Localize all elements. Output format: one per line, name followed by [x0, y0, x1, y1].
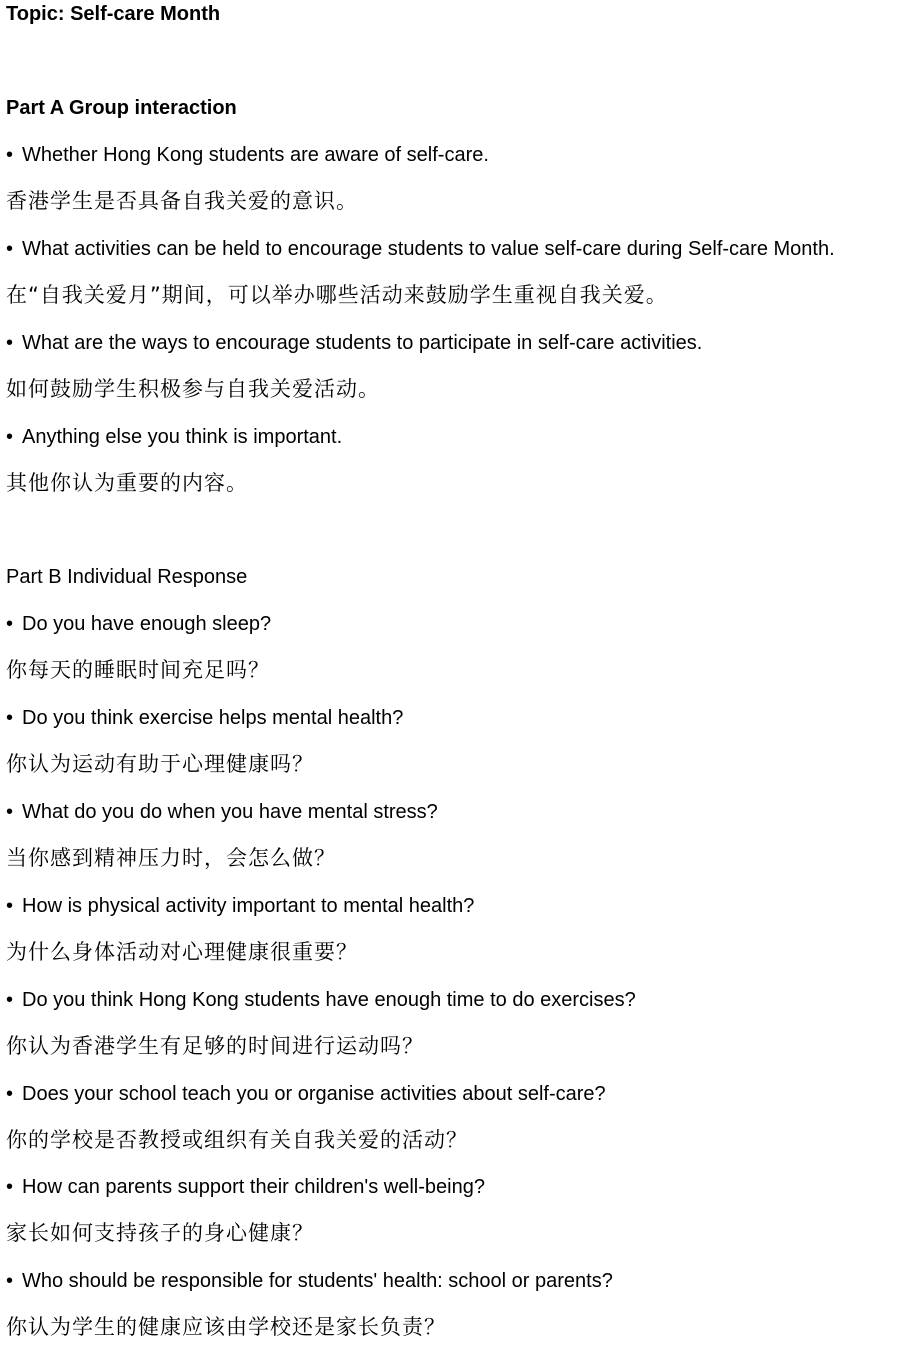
item-text: Whether Hong Kong students are aware of self-care. — [22, 144, 489, 166]
bullet-icon: • — [6, 613, 14, 635]
item-text: Do you have enough sleep? — [22, 613, 272, 635]
part-b-item-7-en — [6, 1173, 485, 1201]
bullet-icon: • — [6, 1083, 14, 1105]
bullet-icon: • — [6, 1270, 14, 1292]
topic-title: Topic: Self-care Month — [6, 3, 221, 25]
bullet-icon: • — [6, 895, 14, 917]
part-b-item-5-zh: 你认为香港学生有足够的时间进行运动吗？ — [6, 1034, 424, 1058]
bullet-icon: • — [6, 144, 14, 166]
part-b-item-5-en — [6, 986, 636, 1014]
part-b-heading: Part B Individual Response — [6, 566, 248, 588]
item-text: Do you think exercise helps mental health? — [22, 707, 404, 729]
part-b-item-7-zh: 家长如何支持孩子的身心健康？ — [6, 1221, 314, 1245]
part-a-item-1-en — [6, 141, 489, 169]
item-text: Who should be responsible for students' health: school or parents? — [22, 1270, 613, 1292]
part-a-heading: Part A Group interaction — [6, 97, 237, 119]
bullet-icon: • — [6, 1176, 14, 1198]
bullet-icon: • — [6, 238, 14, 260]
part-a-item-1-zh: 香港学生是否具备自我关爱的意识。 — [6, 189, 358, 213]
item-text: How can parents support their children's well-being? — [22, 1176, 485, 1198]
bullet-icon: • — [6, 332, 14, 354]
bullet-icon: • — [6, 426, 14, 448]
part-b-item-1-en — [6, 610, 271, 638]
part-a-item-4-en — [6, 423, 342, 451]
part-b-item-4-zh: 为什么身体活动对心理健康很重要？ — [6, 940, 358, 964]
part-a-item-2-zh: 在“自我关爱月”期间，可以举办哪些活动来鼓励学生重视自我关爱。 — [6, 283, 668, 307]
item-text: Does your school teach you or organise activities about self-care? — [22, 1083, 606, 1105]
part-a-item-3-zh: 如何鼓励学生积极参与自我关爱活动。 — [6, 377, 380, 401]
item-text: What activities can be held to encourage students to value self-care during Self-care Month. — [22, 238, 835, 260]
bullet-icon: • — [6, 707, 14, 729]
bullet-icon: • — [6, 989, 14, 1011]
part-b-item-1-zh: 你每天的睡眠时间充足吗？ — [6, 658, 270, 682]
item-text: Anything else you think is important. — [22, 426, 343, 448]
item-text: How is physical activity important to mental health? — [22, 895, 475, 917]
part-b-item-6-zh: 你的学校是否教授或组织有关自我关爱的活动？ — [6, 1128, 468, 1152]
part-a-item-2-en — [6, 235, 835, 263]
part-b-item-2-zh: 你认为运动有助于心理健康吗？ — [6, 752, 314, 776]
part-b-item-6-en — [6, 1080, 606, 1108]
item-text: What do you do when you have mental stress? — [22, 801, 438, 823]
part-b-item-8-zh: 你认为学生的健康应该由学校还是家长负责？ — [6, 1315, 446, 1339]
item-text: What are the ways to encourage students to participate in self-care activities. — [22, 332, 703, 354]
part-a-item-3-en — [6, 329, 702, 357]
part-a-item-4-zh: 其他你认为重要的内容。 — [6, 471, 248, 495]
part-b-item-4-en — [6, 892, 474, 920]
item-text: Do you think Hong Kong students have enough time to do exercises? — [22, 989, 636, 1011]
part-b-item-3-en — [6, 798, 438, 826]
part-b-item-8-en — [6, 1267, 613, 1295]
part-b-item-2-en — [6, 704, 403, 732]
part-b-item-3-zh: 当你感到精神压力时，会怎么做？ — [6, 846, 336, 870]
bullet-icon: • — [6, 801, 14, 823]
